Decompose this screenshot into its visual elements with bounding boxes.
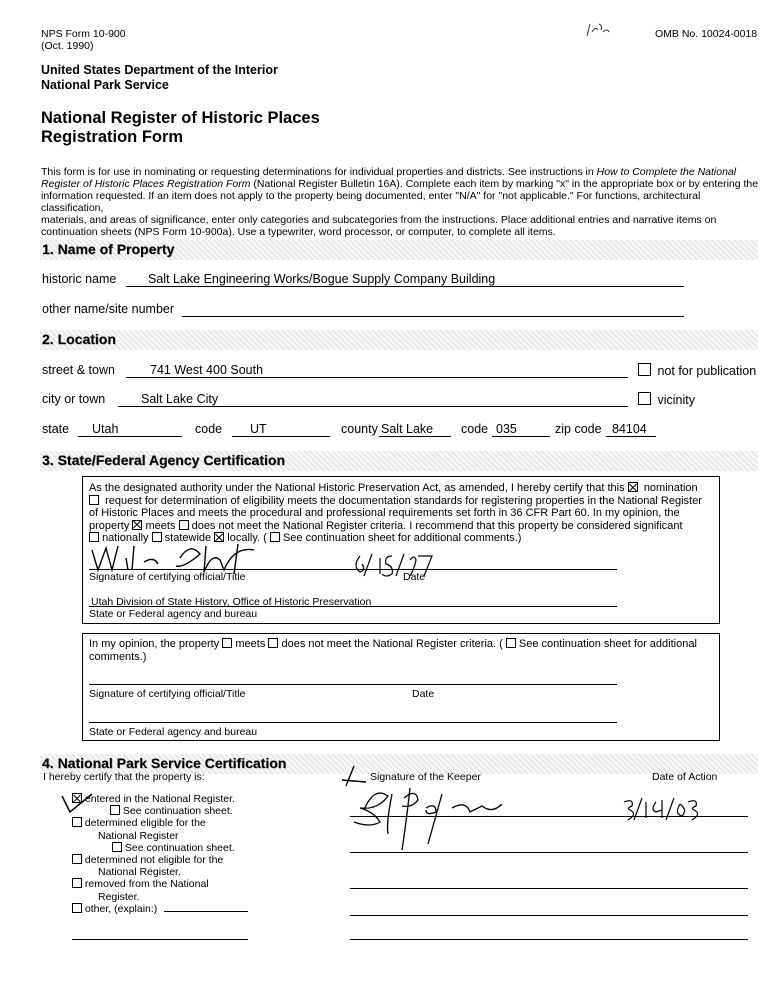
request-determination-checkbox[interactable] <box>89 495 99 505</box>
other-name-label: other name/site number <box>42 302 175 316</box>
zip-value[interactable]: 84104 <box>612 422 647 436</box>
agency-line-2[interactable] <box>89 722 617 723</box>
zip-line <box>606 436 656 437</box>
state-label: state <box>42 422 70 436</box>
handwritten-mark <box>583 18 613 40</box>
signature-date-handwritten <box>350 552 446 578</box>
state-line <box>78 436 182 437</box>
code-value[interactable]: UT <box>250 422 267 436</box>
status-options: entered in the National Register. See continuation sheet. determined eligible for the National Register See continuation sheet. determined not eligible for the National Register. removed from the National Register. other, (explain:) <box>60 793 340 915</box>
action-date-handwritten <box>620 796 700 822</box>
keeper-signature-line-2[interactable] <box>350 852 748 853</box>
keeper-label: Signature of the Keeper <box>370 771 481 783</box>
nomination-checkbox[interactable] <box>628 482 638 492</box>
entered-check-mark <box>58 788 98 818</box>
section-4-header: 4. National Park Service Certification <box>40 754 758 774</box>
signature-label-2: Signature of certifying official/Title <box>89 688 246 700</box>
opinion-text: In my opinion, the property meets does not meet the National Register criteria. ( See continuation sheet for additional comments.) <box>89 638 697 663</box>
keeper-signature-line-3[interactable] <box>350 888 748 889</box>
city-line <box>118 406 628 407</box>
section-1-header: 1. Name of Property <box>40 240 758 260</box>
city-value[interactable]: Salt Lake City <box>141 392 219 406</box>
agency-line-1 <box>89 606 617 607</box>
county-value[interactable]: Salt Lake <box>381 422 434 436</box>
not-eligible-checkbox[interactable] <box>72 854 82 864</box>
not-for-publication-checkbox[interactable] <box>638 363 651 376</box>
county-line <box>379 436 451 437</box>
date-label-1: Date <box>403 571 426 583</box>
vicinity-checkbox[interactable] <box>638 392 651 405</box>
other-explain-line[interactable] <box>164 911 248 912</box>
code-line <box>232 436 330 437</box>
not-for-publication[interactable]: not for publication <box>638 363 756 378</box>
date-of-action-label: Date of Action <box>652 771 718 783</box>
signature-line-1[interactable] <box>89 569 617 570</box>
agency-value[interactable]: Utah Division of State History, Office of Historic Preservation <box>91 596 372 608</box>
opinion-continuation-checkbox[interactable] <box>506 638 516 648</box>
opinion-meets-checkbox[interactable] <box>222 638 232 648</box>
entered-continuation-checkbox[interactable] <box>110 805 120 815</box>
certify-intro: I hereby certify that the property is: <box>43 771 205 783</box>
form-date: (Oct. 1990) <box>41 40 94 52</box>
intro-paragraph: This form is for use in nominating or requesting determinations for individual properties and districts. See instructions in How to Complete the National Register of Historic Places Registration Form (National Register Bulletin 16A). Complete each item by marking "x" in the appropriate box or by entering the information requested. If an item does not apply to the property being documented, enter "N/A" for "not applicable." For functions, architectural classification, materials, and areas of significance, enter only categories and subcategories from the instructions. Place additional entries and narrative items on continuation sheets (NPS Form 10-900a). Use a typewriter, word processor, or computer, to complete all items. <box>41 166 759 238</box>
form-title: National Register of Historic Places <box>41 109 320 127</box>
county-code-value[interactable]: 035 <box>496 422 517 436</box>
certification-text: As the designated authority under the National Historic Preservation Act, as amended, I hereby certify that this nomination request for determination of eligibility meets the documentation standards for registering properties in the National Register of Historic Places and meets the procedural and professional requirements set forth in 36 CFR Part 60. In my opinion, the property meets does not meet the National Register criteria. I recommend that this property be considered significant nationally statewide locally. ( See continuation sheet for additional comments.) <box>89 482 702 545</box>
removed-checkbox[interactable] <box>72 878 82 888</box>
vicinity[interactable]: vicinity <box>638 392 695 407</box>
historic-name-value[interactable]: Salt Lake Engineering Works/Bogue Supply Company Building <box>148 272 496 286</box>
signature-line-2[interactable] <box>89 684 617 685</box>
county-code-line <box>492 436 550 437</box>
street-label: street & town <box>42 363 115 377</box>
county-label: county <box>341 422 378 436</box>
opinion-does-not-meet-checkbox[interactable] <box>268 638 278 648</box>
historic-name-line <box>126 286 684 287</box>
omb-number: OMB No. 10024-0018 <box>655 28 758 40</box>
eligible-checkbox[interactable] <box>72 817 82 827</box>
code-label: code <box>195 422 223 436</box>
form-number: NPS Form 10-900 <box>41 28 126 40</box>
department-name: United States Department of the Interior <box>41 63 278 77</box>
does-not-meet-checkbox[interactable] <box>179 520 189 530</box>
eligible-continuation-checkbox[interactable] <box>112 842 122 852</box>
state-value[interactable]: Utah <box>92 422 119 436</box>
street-line <box>126 377 628 378</box>
form-subtitle: Registration Form <box>41 128 184 146</box>
keeper-signature-line-4[interactable] <box>350 915 748 916</box>
date-label-2: Date <box>412 688 435 700</box>
historic-name-label: historic name <box>42 272 117 286</box>
other-checkbox[interactable] <box>72 903 82 913</box>
service-name: National Park Service <box>41 78 169 92</box>
street-value[interactable]: 741 West 400 South <box>150 363 264 377</box>
agency-label-2: State or Federal agency and bureau <box>89 726 258 738</box>
keeper-signature-line-5[interactable] <box>350 939 748 940</box>
other-name-line[interactable] <box>182 316 684 317</box>
section-2-header: 2. Location <box>40 330 758 350</box>
county-code-label: code <box>461 422 489 436</box>
keeper-signature-line-1[interactable] <box>350 816 748 817</box>
signature-label-1: Signature of certifying official/Title <box>89 571 246 583</box>
meets-checkbox[interactable] <box>132 520 142 530</box>
city-label: city or town <box>42 392 106 406</box>
section-3-header: 3. State/Federal Agency Certification <box>40 451 758 471</box>
zip-label: zip code <box>555 422 602 436</box>
other-explain-line-2[interactable] <box>72 939 248 940</box>
agency-label-1: State or Federal agency and bureau <box>89 608 258 620</box>
